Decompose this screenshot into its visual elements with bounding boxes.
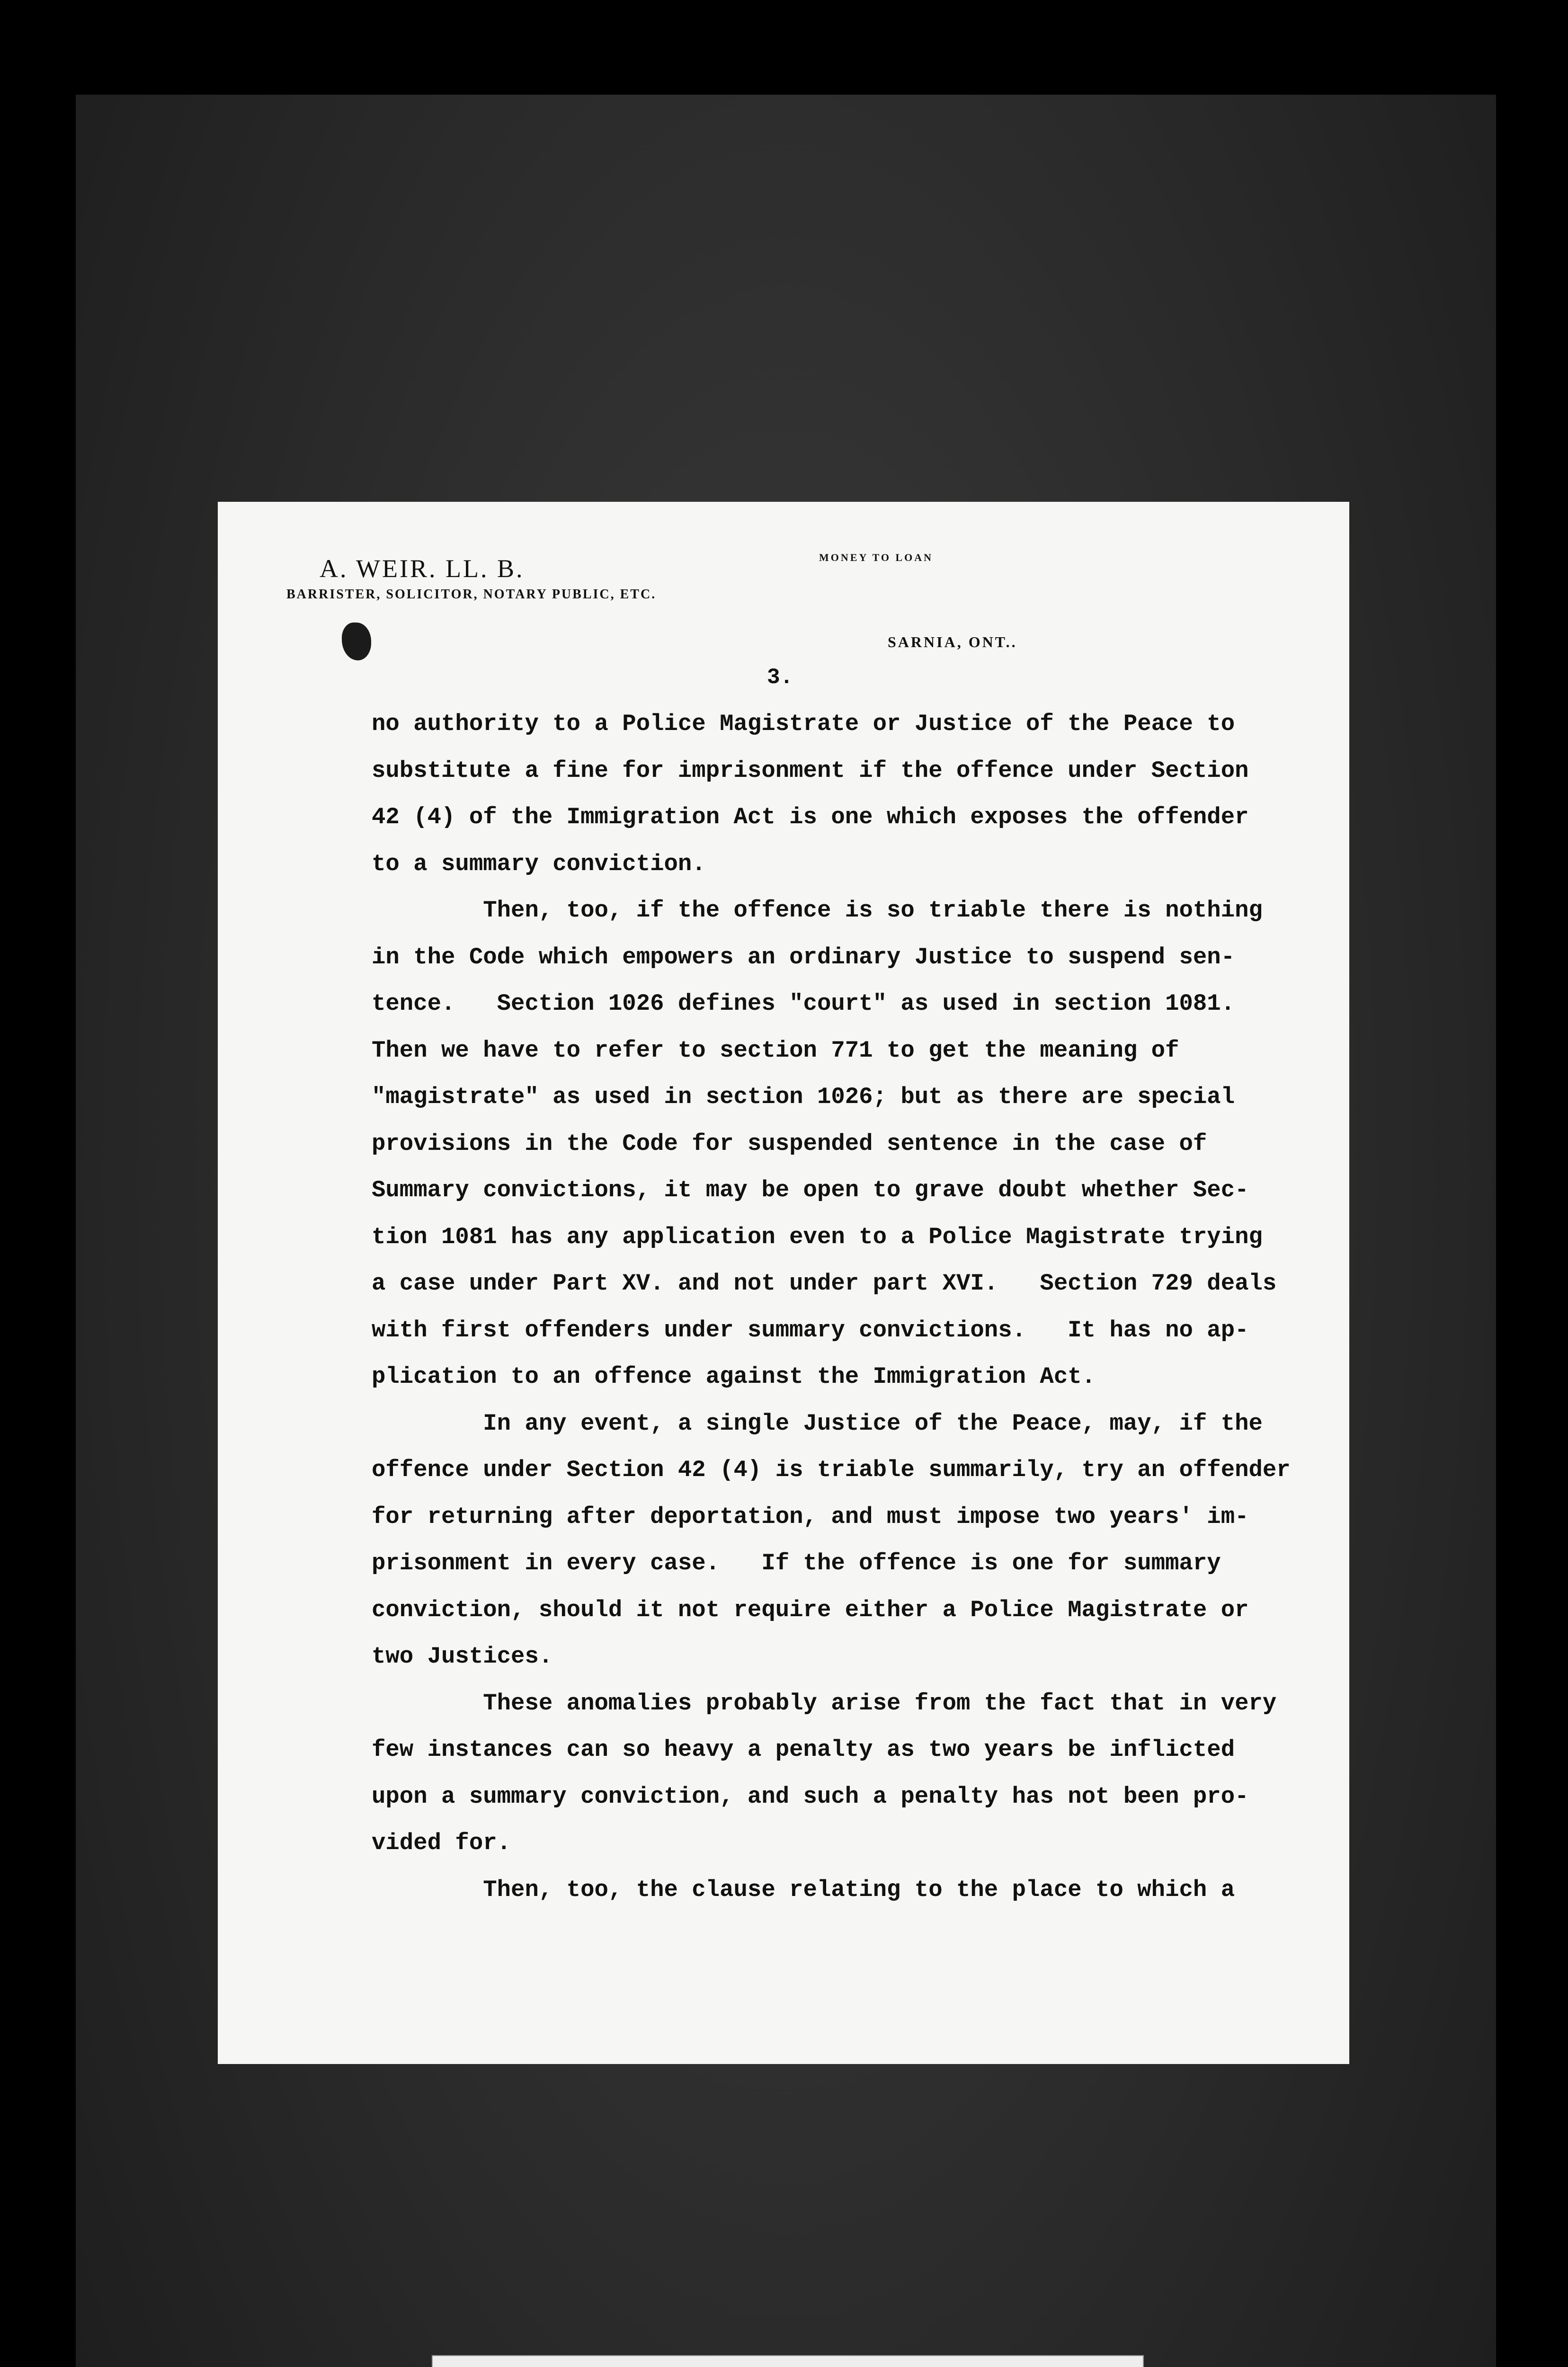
body-line: no authority to a Police Magistrate or Justice of the Peace to	[372, 711, 1235, 737]
body-line: a case under Part XV. and not under part XVI. Section 729 deals	[372, 1270, 1277, 1297]
body-line: few instances can so heavy a penalty as two years be inflicted	[372, 1736, 1235, 1763]
body-line: Summary convictions, it may be open to grave doubt whether Sec-	[372, 1177, 1249, 1203]
body-line: to a summary conviction.	[372, 850, 706, 877]
file-reference-label	[432, 2355, 1144, 2367]
body-line: for returning after deportation, and must impose two years' im-	[372, 1503, 1249, 1530]
body-line: 42 (4) of the Immigration Act is one which exposes the offender	[372, 804, 1249, 830]
letterhead-money-to-loan: MONEY TO LOAN	[819, 552, 934, 563]
body-line: Then, too, if the offence is so triable there is nothing	[372, 897, 1263, 924]
page-number: 3.	[767, 665, 793, 690]
body-line: In any event, a single Justice of the Peace, may, if the	[372, 1410, 1263, 1437]
body-line: in the Code which empowers an ordinary Justice to suspend sen-	[372, 943, 1235, 970]
body-line: These anomalies probably arise from the fact that in very	[372, 1690, 1277, 1717]
body-line: vided for.	[372, 1830, 511, 1856]
body-line: Then, too, the clause relating to the place to which a	[372, 1876, 1235, 1903]
letterhead-place: SARNIA, ONT..	[888, 633, 1017, 650]
body-line: tence. Section 1026 defines "court" as used in section 1081.	[372, 990, 1235, 1017]
body-line: offence under Section 42 (4) is triable summarily, try an offender	[372, 1457, 1291, 1483]
ink-seal-icon	[342, 623, 371, 660]
body-line: two Justices.	[372, 1643, 553, 1670]
body-line: Then we have to refer to section 771 to get the meaning of	[372, 1037, 1179, 1064]
body-line: with first offenders under summary convictions. It has no ap-	[372, 1317, 1249, 1344]
body-line: plication to an offence against the Immigration Act.	[372, 1363, 1096, 1390]
body-line: "magistrate" as used in section 1026; but as there are special	[372, 1084, 1235, 1110]
body-line: upon a summary conviction, and such a penalty has not been pro-	[372, 1783, 1249, 1810]
body-line: substitute a fine for imprisonment if the offence under Section	[372, 757, 1249, 784]
letterhead-name: A. WEIR. LL. B.	[320, 554, 525, 583]
letter-page	[218, 502, 1349, 2064]
body-line: provisions in the Code for suspended sentence in the case of	[372, 1130, 1207, 1157]
body-line: conviction, should it not require either a Police Magistrate or	[372, 1596, 1249, 1623]
body-line: prisonment in every case. If the offence is one for summary	[372, 1550, 1221, 1576]
letter-body	[372, 701, 1319, 1913]
body-line: tion 1081 has any application even to a Police Magistrate trying	[372, 1223, 1263, 1250]
letterhead-subtitle: BARRISTER, SOLICITOR, NOTARY PUBLIC, ETC.	[286, 587, 657, 602]
